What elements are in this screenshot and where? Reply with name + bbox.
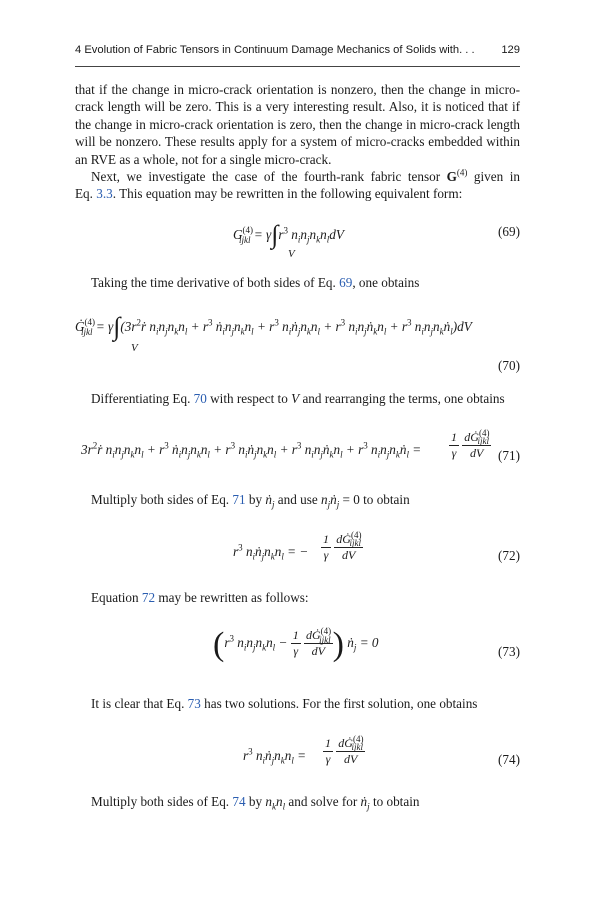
text-line: It is clear that Eq. 73 has two solutions. For the first solution, one obtains (91, 696, 478, 711)
equation-73: ($r^3$ $n_in_jn_kn_l$ − $\frac{1}{\gamma}$ $\frac{dĠ^{(4)}_{ijkl}}{dV}$ ) ṅ$_j$ = 0 (73) (213, 626, 520, 663)
paragraph-2 (75, 168, 520, 203)
text-line: Multiply both sides of Eq. 74 by $n_kn_l$ and solve for ṅ$_j$ to obtain (91, 794, 420, 812)
equation-number: (71) (498, 448, 520, 463)
chapter-title: 4 Evolution of Fabric Tensors in Continuum Damage Mechanics of Solids with. . . (75, 44, 475, 56)
equation-71: $3r^2ṙ$ $n_in_jn_kn_l + r^3$ $ṅ_in_jn_kn_l + r^3$ $n_iṅ_jn_kn_l + r^3$ $n_in_jṅ_kn_l + r^3$ $n_in_jn_kṅ_l$ = $\frac{1}{\gamma}$ $\frac{dĠ^{(4)}_{ijkl}}{dV}$ (71) (81, 428, 520, 463)
text-line: will be nonzero. These results apply for a system of micro-cracks embedded within (75, 134, 520, 150)
text-line: Eq. 3.3. This equation may be rewritten in the following equivalent form: (75, 186, 463, 202)
header-rule (75, 66, 520, 67)
equation-number: (70) (498, 358, 520, 373)
text-line: Next, we investigate the case of the fourth-rank fabric tensor $G^{(4)}$ given in (91, 167, 520, 184)
equation-74: $r^3$ $n_iṅ_jn_kn_l$ = $\frac{1}{\gamma}$ $\frac{dĠ^{(4)}_{ijkl}}{dV}$ (74) (243, 734, 520, 767)
equation-number: (72) (498, 548, 520, 563)
text-line: the change in micro-crack orientation is zero, then the change in micro-crack length (75, 116, 520, 132)
equation-link[interactable]: 70 (193, 391, 207, 406)
equation-link[interactable]: 71 (232, 492, 246, 507)
equation-69: $G^{(4)}_{ijkl} = \gamma\int r^3$ $n_in_jn_kn_ldV$ V (69) (233, 220, 520, 260)
text-line: Taking the time derivative of both sides of Eq. 69, one obtains (91, 275, 420, 290)
equation-72: $r^3$ $n_iṅ_jn_kn_l$ = − $\frac{1}{\gamma}$ $\frac{dĠ^{(4)}_{ijkl}}{dV}$ (72) (233, 530, 520, 563)
text-line: crack length will be zero. This is a very interesting result. Also, it is noticed that if (75, 99, 520, 115)
equation-link[interactable]: 3.3 (96, 186, 113, 202)
equation-link[interactable]: 73 (187, 696, 201, 711)
equation-link[interactable]: 74 (232, 794, 246, 809)
running-header (75, 44, 520, 64)
text-line: an RVE as a whole, not for a single micro-crack. (75, 151, 332, 167)
paragraph-1 (75, 81, 520, 168)
page-number: 129 (501, 44, 520, 56)
text-line: that if the change in micro-crack orientation is nonzero, then the change in micro- (75, 82, 520, 97)
text-line: Multiply both sides of Eq. 71 by ṅ$_j$ and use $n_jṅ_j = 0$ to obtain (91, 492, 410, 510)
equation-link[interactable]: 69 (339, 275, 353, 290)
equation-link[interactable]: 72 (141, 590, 156, 605)
equation-number: (73) (498, 644, 520, 659)
text-line: Equation 72 may be rewritten as follows: (91, 590, 309, 605)
equation-70: $Ġ^{(4)}_{ijkl}$ = $\gamma\int(3r^2ṙ$ $n_in_jn_kn_l + r^3$ $ṅ_in_jn_kn_l + r^3$ $n_iṅ_jn_kn_l + r^3$ $n_in_jṅ_kn_l + r^3$ $n_in_jn_kṅ_l)dV$ V (70) (75, 312, 520, 373)
equation-number: (69) (498, 224, 520, 239)
equation-number: (74) (498, 752, 520, 767)
text-line: Differentiating Eq. 70 with respect to V and rearranging the terms, one obtains (91, 391, 505, 406)
